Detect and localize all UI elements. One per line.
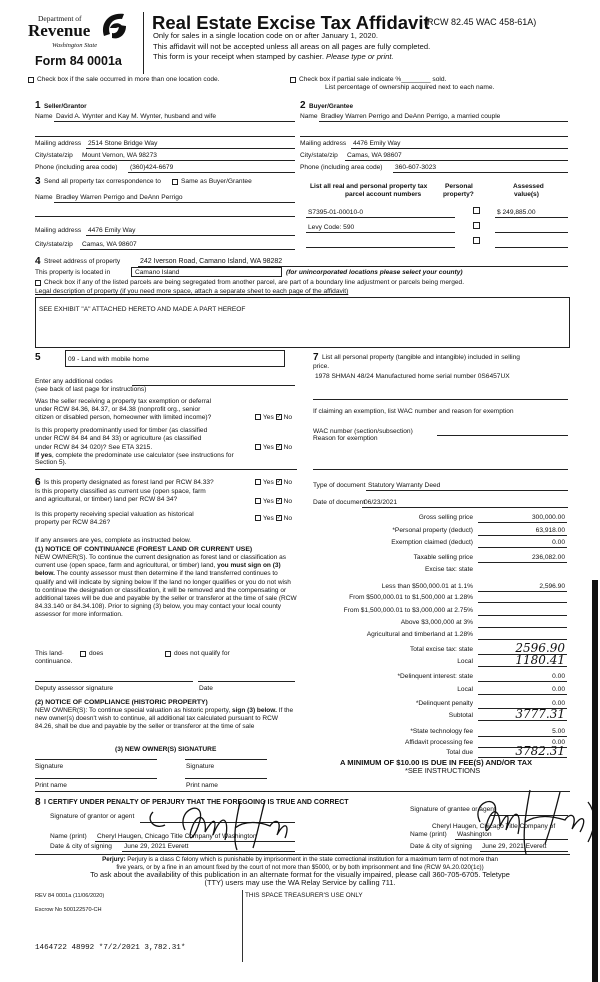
located-select[interactable] (131, 267, 282, 277)
header-divider (143, 12, 144, 74)
calc-value-handwritten[interactable]: 3777.31 (515, 707, 565, 721)
q-exemption-text: citizen or disabled person, homeowner with limited income)? (35, 414, 212, 421)
treasurer-divider (242, 890, 243, 962)
corr-city-label: City/state/zip (35, 241, 73, 248)
wac-field[interactable] (437, 435, 568, 436)
q-current-use-yes-no (255, 498, 292, 505)
does-not-qualify-checkbox[interactable] (165, 651, 171, 657)
grantee-date-field[interactable]: June 29, 2021 Everett (482, 843, 547, 850)
calc-label: Taxable selling price (413, 554, 473, 561)
legal-description-box[interactable] (35, 297, 570, 348)
notice-continuance-title: (1) NOTICE OF CONTINUANCE (FOREST LAND OR CURRENT USE) (35, 546, 253, 553)
calc-label: From $1,500,000.01 to $3,000,000 at 2.75% (343, 607, 473, 614)
grantee-signature-image (420, 782, 600, 862)
assessed-line (495, 247, 568, 248)
notice-continuance-text (35, 554, 297, 620)
buyer-phone-line (393, 172, 568, 173)
partial-sale-label: Check box if partial sale indicate %________ sold. (299, 76, 447, 83)
print-name-label: Print name (186, 782, 218, 789)
assessed-value-field[interactable]: $ 249,885.00 (497, 209, 536, 216)
signature-label: Signature (186, 763, 215, 770)
print-name-line-1[interactable] (35, 778, 157, 779)
buyer-city-label: City/state/zip (300, 152, 338, 159)
yes-label: Yes (263, 498, 274, 505)
buyer-name-line (319, 121, 568, 122)
located-note: (for unincorporated locations please select your county) (286, 269, 463, 276)
calc-label: Subtotal (448, 712, 473, 719)
segregated-label: Check box if any of the listed parcels are being segregated from another parcel, are part of a boundary line adjustment or parcels being merged. (44, 279, 465, 286)
q-exemption-text: Was the seller receiving a property tax exemption or deferral (35, 398, 212, 405)
buyer-phone-field[interactable]: 360-607-3023 (395, 164, 437, 171)
perjury-text: Perjury is a class C felony which is punishable by imprisonment in the state correctional institution for a maximum term of not more than (125, 856, 498, 863)
calc-value[interactable]: 63,918.00 (535, 527, 565, 534)
deputy-signature-line[interactable] (35, 681, 193, 682)
if-any-yes-note: If any answers are yes, complete as instructed below. (35, 537, 192, 544)
no-label: No (283, 414, 293, 421)
notice-text: NEW OWNER(S). To continue the current designation as forest land or classification as current use (open space, farm and agricultural, or timber) land, (35, 554, 286, 570)
calc-label: Excise tax: state (424, 566, 473, 573)
reason-field[interactable] (313, 469, 568, 470)
calc-label: *Delinquent penalty (415, 700, 473, 707)
doc-date-line (362, 507, 568, 508)
doc-date-label: Date of document (313, 499, 366, 506)
notice-text: If the new owner(s) doesn't wish to continue, all additional tax calculated pursuant to RCW 84.26, shall be due and payable by the seller or transferor at the time of sale (35, 707, 294, 731)
form-title: Real Estate Excise Tax Affidavit (152, 12, 430, 33)
form-citation: (RCW 82.45 WAC 458-61A) (424, 17, 537, 27)
parcel-number-field[interactable]: S7395-01-00010-0 (308, 209, 363, 216)
buyer-name-line-2[interactable] (300, 136, 568, 137)
revenue-logo-icon (98, 10, 128, 42)
seller-mail-line (86, 148, 295, 149)
parcel-header-1: List all real and personal property tax (310, 183, 428, 190)
seller-city-line (80, 160, 295, 161)
seller-phone-label: Phone (including area code) (35, 164, 118, 171)
street-label: Street address of property (44, 258, 121, 265)
calc-label: *Personal property (deduct) (392, 527, 473, 534)
personal-property-checkbox[interactable] (473, 222, 480, 229)
seller-phone-field[interactable]: (360)424-6679 (130, 164, 174, 171)
calc-label: Less than $500,000.01 at 1.1% (381, 583, 473, 590)
deputy-date-label: Date (199, 685, 213, 692)
calc-value[interactable]: 5.00 (552, 728, 565, 735)
corr-name-field[interactable]: Bradley Warren Perrigo and DeAnn Perrigo (56, 194, 183, 201)
q-timber-text: under RCW 84 34 020)? See ETA 3215. (35, 444, 153, 451)
calc-value-handwritten[interactable]: 1180.41 (515, 653, 565, 667)
seller-name-field[interactable]: David A. Wynter and Kay M. Wynter, husband and wife (56, 113, 217, 120)
notice-text: NEW OWNER(S): To continue special valuation as historic property, (35, 707, 232, 714)
header-line-3 (153, 53, 394, 62)
calc-value[interactable]: 0.00 (552, 539, 565, 546)
logo-washington-state: Washington State (52, 42, 98, 49)
corr-city-line (80, 249, 295, 250)
print-name-line-2[interactable] (185, 778, 267, 779)
calc-line (478, 535, 567, 536)
q-historic-yes-no (255, 515, 292, 522)
calc-label: *Delinquent interest: state (397, 673, 473, 680)
personal-header-2: property? (443, 191, 474, 198)
minimum-due-note: A MINIMUM OF $10.00 IS DUE IN FEE(S) AND/OR TAX (340, 758, 533, 767)
buyer-city-line (345, 160, 568, 161)
calc-value[interactable]: 2,596.90 (539, 583, 565, 590)
partial-sale-checkbox[interactable] (290, 77, 296, 83)
assessed-header-1: Assessed (513, 183, 544, 190)
calc-value[interactable]: 0.00 (552, 739, 565, 746)
calc-label: Agricultural and timberland at 1.28% (366, 631, 473, 638)
section-6-number: 6 (35, 477, 41, 488)
notice-compliance-text (35, 707, 297, 732)
form-number: Form 84 0001a (35, 54, 122, 68)
header-line-1: Only for sales in a single location code on or after January 1, 2020. (153, 31, 378, 40)
calc-value[interactable]: 300,000.00 (531, 514, 565, 521)
see-instructions-note: *SEE INSTRUCTIONS (405, 766, 481, 775)
buyer-mail-line (351, 148, 568, 149)
calc-line (478, 681, 567, 682)
calc-line (478, 602, 567, 603)
deputy-signature-label: Deputy assessor signature (35, 685, 114, 692)
doc-type-field[interactable]: Statutory Warranty Deed (368, 482, 441, 489)
buyer-name-field[interactable]: Bradley Warren Perrigo and DeAnn Perrigo, a married couple (321, 113, 501, 120)
doc-date-field[interactable]: 06/23/2021 (364, 499, 398, 506)
perjury-note (102, 856, 498, 863)
grantor-date-field[interactable]: June 29, 2021 Everett (124, 843, 189, 850)
section-5-number: 5 (35, 352, 41, 363)
additional-codes-label: Enter any additional codes (35, 378, 113, 385)
seller-name-line-2[interactable] (35, 136, 295, 137)
yes-label: Yes (263, 444, 274, 451)
calc-line (478, 639, 567, 640)
section-2-heading: Buyer/Grantee (309, 103, 354, 110)
calc-value[interactable]: 0.00 (552, 700, 565, 707)
personal-property-checkbox[interactable] (473, 207, 480, 214)
does-qualify-checkbox[interactable] (80, 651, 86, 657)
seller-name-line (54, 121, 295, 122)
new-owner-signature-title: (3) NEW OWNER(S) SIGNATURE (115, 746, 217, 753)
grantee-name-label: Name (print) (410, 831, 447, 838)
corr-name-label: Name (35, 194, 53, 201)
revision-label: REV 84 0001a (11/06/2020) (35, 893, 105, 899)
grantee-date-label: Date & city of signing (410, 843, 472, 850)
yes-label: Yes (263, 414, 274, 421)
no-label: No (283, 479, 293, 486)
partial-sale-note: List percentage of ownership acquired next to each name. (325, 84, 495, 91)
section-4-number: 4 (35, 256, 41, 267)
buyer-phone-label: Phone (including area code) (300, 164, 383, 171)
no-checkbox[interactable] (276, 479, 282, 485)
new-owner-signature-line-2[interactable] (185, 759, 267, 760)
does-qualify-label: does (89, 650, 104, 657)
escrow-number: Escrow No 500122570-CH (35, 907, 102, 913)
signature-label: Signature (35, 763, 64, 770)
seller-name-label: Name (35, 113, 53, 120)
calc-value[interactable]: 0.00 (552, 686, 565, 693)
q-exemption-yes-no (255, 414, 292, 421)
q-timber-text: under RCW 84 84 and 84 33) or agriculture (as classified (35, 435, 202, 442)
notice-text-bold: you must sign on (3) below. (35, 562, 281, 578)
q-timber-text: Is this property predominantly used for timber (as classified (35, 427, 208, 434)
grantee-signature-label: Signature of grantee or agent (410, 806, 496, 813)
personal-property-line (313, 399, 568, 400)
yes-checkbox[interactable] (255, 479, 261, 485)
calc-line (478, 522, 567, 523)
q-exemption-text: under RCW 84.36, 84.37, or 84.38 (nonprofit org., senior (35, 406, 201, 413)
corr-mail-label: Mailing address (35, 227, 82, 234)
grantor-name-label: Name (print) (50, 833, 87, 840)
logo-dept-of: Department of (38, 14, 82, 23)
personal-property-label: List all personal property (tangible and intangible) included in selling (322, 354, 520, 361)
continuance-label: continuance. (35, 658, 73, 665)
assessed-header-2: value(s) (514, 191, 539, 198)
no-checkbox[interactable] (276, 414, 282, 420)
perjury-bold: Perjury: (102, 856, 126, 863)
grantor-signature-image (145, 790, 295, 860)
no-label: No (283, 498, 293, 505)
no-checkbox[interactable] (276, 498, 282, 504)
section-3-number: 3 (35, 176, 41, 187)
seller-city-label: City/state/zip (35, 152, 73, 159)
seller-mail-label: Mailing address (35, 140, 82, 147)
grantee-name-field[interactable]: Cheryl Haugen, Chicago Title Company of (432, 823, 556, 830)
assessed-line (495, 232, 568, 233)
calc-label: Local (457, 686, 473, 693)
calc-value[interactable]: 0.00 (552, 673, 565, 680)
doc-type-line (366, 490, 568, 491)
new-owner-signature-line-1[interactable] (35, 759, 157, 760)
buyer-name-label: Name (300, 113, 318, 120)
corr-name-line (54, 202, 295, 203)
corr-mail-field[interactable]: 4476 Emily Way (88, 227, 136, 234)
print-name-label: Print name (35, 782, 67, 789)
section-3-heading: Send all property tax correspondence to (44, 178, 161, 185)
this-land-label: This land· (35, 650, 64, 657)
buyer-mail-field[interactable]: 4476 Emily Way (353, 140, 401, 147)
if-yes-text: , complete the predominate use calculator (see instructions for (51, 452, 234, 459)
located-value: Camano Island (135, 268, 180, 276)
scan-edge-bar (592, 580, 598, 982)
reason-label: Reason for exemption (313, 435, 378, 442)
section-7-number: 7 (313, 352, 319, 363)
seller-mail-field[interactable]: 2514 Stone Bridge Way (88, 140, 158, 147)
additional-codes-note: (see back of last page for instructions) (35, 386, 147, 393)
q-forest-yes-no (255, 479, 292, 486)
q-current-use-text: and agricultural, or timber) land per RCW 84 34? (35, 496, 178, 503)
header-line-3-text: This form is your receipt when stamped by cashier. (153, 52, 327, 61)
treasurer-use-label: THIS SPACE TREASURER'S USE ONLY (245, 892, 363, 899)
yes-checkbox[interactable] (255, 498, 261, 504)
calc-value-handwritten[interactable]: 2596.90 (515, 641, 565, 655)
parcel-header-2: parcel account numbers (345, 191, 422, 198)
if-yes-bold: If yes (35, 452, 52, 459)
no-checkbox[interactable] (276, 515, 282, 521)
yes-checkbox[interactable] (255, 414, 261, 420)
grantor-date-label: Date & city of signing (50, 843, 112, 850)
does-not-qualify-label: does not qualify for (174, 650, 230, 657)
seller-phone-line (128, 172, 295, 173)
grantor-signature-label: Signature of grantor or agent (50, 813, 135, 820)
land-use-code-value: 09 - Land with mobile home (68, 356, 150, 363)
logo-revenue: Revenue (28, 21, 91, 40)
same-as-buyer-label: Same as Buyer/Grantee (181, 178, 252, 185)
notice-text: The county assessor must then determine if the land transferred continues to qualify and will indicate by signing below If the land no longer qualifies or you do not wish to continue the designation or classification, it will be removed and the compensating or additional taxes will be due and payable by the seller or transferor at the time of sale (RCW 84.33.140 or 84.34.108). Prior to signing (3) below, you may contact your local county assessor for more information. (35, 570, 297, 619)
parcel-line (306, 232, 455, 233)
yes-label: Yes (263, 515, 274, 522)
q-timber-yes-no (255, 444, 292, 451)
doc-type-label: Type of document (313, 482, 366, 489)
personal-header-1: Personal (445, 183, 473, 190)
wac-label: WAC number (section/subsection) (313, 428, 413, 435)
multi-location-label: Check box if the sale occurred in more than one location code. (37, 76, 220, 83)
buyer-city-field[interactable]: Camas, WA 98607 (347, 152, 402, 159)
corr-name-line-2[interactable] (35, 216, 295, 217)
calc-line (478, 694, 567, 695)
parcel-line (306, 247, 455, 248)
notice-compliance-title: (2) NOTICE OF COMPLIANCE (HISTORIC PROPERTY) (35, 699, 208, 706)
section-5-divider (35, 469, 297, 470)
calc-label: Gross selling price (418, 514, 473, 521)
calc-line (478, 547, 567, 548)
calc-line (478, 591, 567, 592)
calc-label: Affidavit processing fee (404, 739, 473, 746)
calc-value-handwritten[interactable]: 3782.31 (515, 744, 565, 758)
header-line-3-italic: Please type or print. (326, 52, 394, 61)
alternate-format-note-2: (TTY) users may use the WA Relay Service by calling 711. (204, 878, 396, 887)
no-label: No (283, 444, 293, 451)
calc-label: Above $3,000,000 at 3% (400, 619, 473, 626)
yes-checkbox[interactable] (255, 444, 261, 450)
calc-line (478, 627, 567, 628)
section-2-number: 2 (300, 100, 306, 111)
personal-property-label-2: price. (313, 363, 330, 370)
additional-codes-field[interactable] (132, 385, 295, 386)
located-label: This property is located in (35, 269, 111, 276)
section-1-heading: Seller/Grantor (44, 103, 87, 110)
q-historic-text: Is this property receiving special valuation as historical (35, 511, 194, 518)
if-yes-text-2: Section 5). (35, 459, 67, 466)
legal-description-text: SEE EXHIBIT "A" ATTACHED HERETO AND MADE A PART HEREOF (39, 306, 246, 313)
exemption-label: If claiming an exemption, list WAC number and reason for exemption (313, 408, 514, 415)
q-historic-text: property per RCW 84.26? (35, 519, 111, 526)
calc-label: Local (457, 658, 473, 665)
notice-text-bold: sign (3) below. (232, 707, 277, 714)
corr-mail-line (86, 235, 295, 236)
calc-line (478, 562, 567, 563)
parcel-number-field[interactable]: Levy Code: 590 (308, 224, 355, 231)
personal-property-checkbox[interactable] (473, 237, 480, 244)
yes-label: Yes (263, 479, 274, 486)
buyer-mail-label: Mailing address (300, 140, 347, 147)
grantor-name-field[interactable]: Cheryl Haugen, Chicago Title Company of Washington (97, 833, 257, 840)
calc-line (478, 615, 567, 616)
cashier-receipt-stamp: 1464722 48992 *7/2/2021 3,782.31* (35, 944, 186, 952)
perjury-note-2: five years, or by a fine in an amount fixed by the court of not more than $5000, or by both imprisonment and fine (RCW 9A.20.020(1c)) (116, 864, 484, 871)
header-line-2: This affidavit will not be accepted unless all areas on all pages are fully completed. (153, 42, 431, 51)
section-1-number: 1 (35, 100, 41, 111)
parcel-line (306, 217, 455, 218)
calc-label: From $500,000.01 to $1,500,000 at 1.28% (349, 594, 473, 601)
calc-line (478, 736, 567, 737)
q-current-use-text: Is this property classified as current use (open space, farm (35, 488, 206, 495)
alternate-format-note: To ask about the availability of this publication in an alternate format for the visually impaired, please call 360-705-6705. Teletype (90, 870, 510, 879)
grantee-name-field-2[interactable]: Washington (457, 831, 492, 838)
yes-checkbox[interactable] (255, 515, 261, 521)
street-field[interactable]: 242 Iverson Road, Camano Island, WA 98282 (140, 258, 283, 265)
calc-label: Total excise tax: state (409, 646, 473, 653)
assessed-line (495, 217, 568, 218)
seller-city-field[interactable]: Mount Vernon, WA 98273 (82, 152, 157, 159)
section-8-bottom-line (35, 854, 570, 855)
corr-city-field[interactable]: Camas, WA 98607 (82, 241, 137, 248)
certify-statement: I CERTIFY UNDER PENALTY OF PERJURY THAT THE FOREGOING IS TRUE AND CORRECT (44, 799, 349, 806)
section-8-number: 8 (35, 797, 41, 808)
multi-location-checkbox[interactable] (28, 77, 34, 83)
deputy-date-line[interactable] (198, 681, 295, 682)
personal-property-field[interactable]: 1978 SHMAN 48/24 Manufactured home serial number 0S6457UX (315, 373, 510, 380)
no-checkbox[interactable] (276, 444, 282, 450)
calc-label: Exemption claimed (deduct) (391, 539, 473, 546)
calc-label: Total due (446, 749, 473, 756)
same-as-buyer-checkbox[interactable] (172, 179, 178, 185)
calc-value[interactable]: 236,082.00 (531, 554, 565, 561)
calc-label: *State technology fee (410, 728, 473, 735)
legal-label: Legal description of property (if you need more space, attach a separate sheet to each page of the affidavit) (35, 288, 349, 295)
segregated-checkbox[interactable] (35, 280, 41, 286)
q-forest-text: Is this property designated as forest land per RCW 84.33? (44, 479, 214, 486)
land-use-code-select[interactable] (65, 350, 285, 367)
no-label: No (283, 515, 293, 522)
